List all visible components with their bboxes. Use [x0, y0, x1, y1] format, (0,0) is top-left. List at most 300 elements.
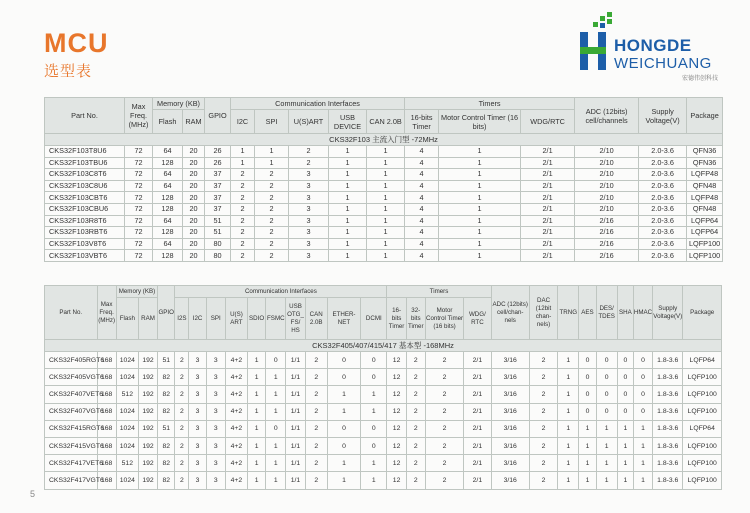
table-cell: 1/1: [286, 352, 305, 369]
part-number-cell: CKS32F415RGT6: [45, 420, 98, 437]
table-cell: 192: [138, 420, 157, 437]
table-cell: 1/1: [286, 437, 305, 454]
table-cell: 80: [205, 238, 231, 250]
table-cell: 20: [183, 250, 205, 262]
table-cell: 3: [289, 250, 329, 262]
table-cell: 2: [425, 472, 463, 489]
header-memory: Memory (KB): [116, 286, 157, 298]
table-cell: 1: [329, 203, 367, 215]
table-cell: 2: [406, 437, 425, 454]
table-cell: 2: [255, 169, 289, 181]
table-cell: 3: [189, 437, 206, 454]
table-cell: LQFP100: [683, 472, 722, 489]
table-cell: 2/1: [521, 180, 575, 192]
table-cell: 3: [189, 352, 206, 369]
table-cell: 12: [387, 455, 406, 472]
header-timers: Timers: [387, 286, 491, 298]
table-cell: 0: [327, 420, 360, 437]
part-number-cell: CKS32F407VET6: [45, 386, 98, 403]
table-cell: 1: [329, 250, 367, 262]
table-cell: 1: [266, 437, 286, 454]
table-cell: 4+2: [225, 403, 247, 420]
table-cell: 192: [138, 369, 157, 386]
table-cell: 37: [205, 192, 231, 204]
company-logo: [578, 10, 728, 82]
table-cell: 3: [206, 420, 225, 437]
table-cell: 1: [367, 146, 405, 158]
table-row: [45, 403, 722, 420]
table-cell: 2: [255, 215, 289, 227]
table-cell: 2/1: [521, 250, 575, 262]
table-cell: 4+2: [225, 386, 247, 403]
table-cell: 1: [439, 203, 521, 215]
table-cell: 20: [183, 169, 205, 181]
table-cell: 1: [579, 472, 596, 489]
table-cell: 2.0-3.6: [639, 238, 687, 250]
table-cell: 2/10: [575, 203, 639, 215]
table-row: [45, 238, 723, 250]
table-cell: 2.0-3.6: [639, 250, 687, 262]
table-cell: 128: [153, 157, 183, 169]
header-wdg-rtc: WDG/ RTC: [464, 298, 491, 340]
table-cell: 82: [158, 437, 175, 454]
table-cell: 128: [153, 250, 183, 262]
table-cell: 1.8-3.6: [653, 369, 683, 386]
header-dcmi: DCMI: [361, 298, 387, 340]
table-cell: 1: [558, 437, 579, 454]
part-number-cell: CKS32F103CBT6: [45, 192, 125, 204]
table-cell: 2: [289, 157, 329, 169]
logo-brand-line1: HONGDE: [614, 36, 692, 55]
table-cell: 2: [305, 386, 327, 403]
part-number-cell: CKS32F103T8U6: [45, 146, 125, 158]
table-cell: 20: [183, 227, 205, 239]
table-row: [45, 146, 723, 158]
table-cell: 2: [406, 472, 425, 489]
header-package: Package: [687, 98, 723, 134]
table-cell: 192: [138, 437, 157, 454]
table-cell: 128: [153, 227, 183, 239]
table-cell: 2: [529, 455, 557, 472]
table-cell: 1024: [116, 352, 138, 369]
table-cell: 1: [329, 192, 367, 204]
part-number-cell: CKS32F103V8T6: [45, 238, 125, 250]
table-cell: 1: [248, 455, 266, 472]
table-cell: 4: [405, 180, 439, 192]
table-cell: 1: [558, 403, 579, 420]
table-cell: 3: [189, 472, 206, 489]
table-cell: 1: [248, 386, 266, 403]
table-cell: 1: [329, 227, 367, 239]
table-row: [45, 169, 723, 181]
table-cell: 64: [153, 180, 183, 192]
header-comm-interfaces: Communication Interfaces: [175, 286, 387, 298]
table-cell: 2/16: [575, 227, 639, 239]
table-cell: 2: [255, 203, 289, 215]
table-cell: 2/16: [575, 250, 639, 262]
header-i2c: I2C: [189, 298, 206, 340]
table-cell: 12: [387, 352, 406, 369]
table-row: [45, 437, 722, 454]
table-cell: 2: [425, 352, 463, 369]
table-cell: 1: [361, 386, 387, 403]
table-cell: 2: [255, 250, 289, 262]
table-cell: 4: [405, 227, 439, 239]
table-cell: 20: [183, 157, 205, 169]
table-cell: 192: [138, 455, 157, 472]
table-cell: 2: [529, 420, 557, 437]
header-des-tdes: DES/ TDES: [596, 286, 617, 340]
table-cell: 72: [125, 203, 153, 215]
header-adc: ADC (12bits) cell/chan- nels: [491, 286, 529, 340]
table-cell: 3: [289, 192, 329, 204]
table-cell: 1: [558, 369, 579, 386]
table-cell: 0: [596, 403, 617, 420]
table-cell: 2: [529, 472, 557, 489]
table-cell: 1: [266, 403, 286, 420]
table-cell: 2: [529, 437, 557, 454]
header-16bit-timer: 16- bits Timer: [387, 298, 406, 340]
part-number-cell: CKS32F103TBU6: [45, 157, 125, 169]
table-cell: 192: [138, 352, 157, 369]
table-cell: 3: [289, 227, 329, 239]
table-cell: 12: [387, 386, 406, 403]
table-cell: 192: [138, 403, 157, 420]
table-cell: 2: [529, 352, 557, 369]
header-gpio: GPIO: [158, 286, 175, 340]
table-cell: 2/16: [575, 238, 639, 250]
table-cell: 2.0-3.6: [639, 227, 687, 239]
table-cell: 1/1: [286, 472, 305, 489]
table-cell: 1: [439, 250, 521, 262]
table-cell: 0: [633, 403, 652, 420]
table-cell: 1: [327, 472, 360, 489]
table-cell: 2.0-3.6: [639, 157, 687, 169]
table-cell: 72: [125, 250, 153, 262]
table-cell: 20: [183, 146, 205, 158]
table-cell: 1: [255, 146, 289, 158]
table-cell: 72: [125, 227, 153, 239]
table-cell: 3: [289, 169, 329, 181]
table-cell: 3: [189, 420, 206, 437]
table-cell: 1: [248, 472, 266, 489]
table-cell: LQFP100: [683, 437, 722, 454]
table-cell: 2.0-3.6: [639, 192, 687, 204]
table-cell: 1: [596, 455, 617, 472]
table-cell: 0: [633, 369, 652, 386]
table-cell: 1: [579, 420, 596, 437]
table-cell: 20: [183, 203, 205, 215]
header-can: CAN 2.0B: [367, 110, 405, 134]
table-cell: 2/10: [575, 169, 639, 181]
table-cell: 1.8-3.6: [653, 352, 683, 369]
table-cell: 1: [361, 403, 387, 420]
header-fsmc: FSMC: [266, 298, 286, 340]
page-subtitle: 选型表: [44, 62, 93, 80]
table-cell: 192: [138, 472, 157, 489]
header-spi: SPI: [206, 298, 225, 340]
table-cell: 2.0-3.6: [639, 203, 687, 215]
table-cell: 20: [183, 238, 205, 250]
table-cell: 2: [406, 455, 425, 472]
table-cell: 1: [633, 455, 652, 472]
part-number-cell: CKS32F103C8U6: [45, 180, 125, 192]
part-number-cell: CKS32F103VBT6: [45, 250, 125, 262]
table-cell: 1: [329, 180, 367, 192]
table-cell: 2: [255, 180, 289, 192]
table-cell: 2.0-3.6: [639, 180, 687, 192]
table-cell: QFN36: [687, 157, 723, 169]
table-cell: 2: [175, 455, 189, 472]
table-cell: 0: [633, 352, 652, 369]
table-cell: 1.8-3.6: [653, 403, 683, 420]
table-cell: 2: [175, 420, 189, 437]
table-cell: 1.8-3.6: [653, 472, 683, 489]
table-cell: 26: [205, 157, 231, 169]
table-cell: 12: [387, 437, 406, 454]
table-cell: 2/1: [464, 420, 491, 437]
table-cell: 2: [305, 369, 327, 386]
table-cell: 3/16: [491, 386, 529, 403]
header-i2c: I2C: [231, 110, 255, 134]
table-cell: 0: [596, 386, 617, 403]
header-i2s: I2S: [175, 298, 189, 340]
table-cell: 0: [327, 437, 360, 454]
table-cell: 2/16: [575, 215, 639, 227]
table-cell: 1024: [116, 437, 138, 454]
table-cell: 1: [579, 437, 596, 454]
table-cell: 0: [361, 352, 387, 369]
header-hmac: HMAC: [633, 286, 652, 340]
table-row: [45, 455, 722, 472]
series-band: CKS32F103 主流入门型 -72MHz: [45, 134, 723, 146]
table-cell: LQFP64: [687, 215, 723, 227]
table-cell: 3/16: [491, 403, 529, 420]
header-ram: RAM: [183, 110, 205, 134]
table-cell: QFN48: [687, 180, 723, 192]
table-cell: 2: [231, 192, 255, 204]
table-cell: 2: [425, 386, 463, 403]
page-title: MCU: [44, 28, 109, 58]
table-cell: 3: [189, 386, 206, 403]
table-cell: 2/1: [464, 369, 491, 386]
header-motor-timer: Motor Control Timer (16 bits): [439, 110, 521, 134]
header-part-no: Part No.: [45, 286, 98, 340]
table-cell: 1: [367, 250, 405, 262]
part-number-cell: CKS32F415VGT6: [45, 437, 98, 454]
table-row: [45, 352, 722, 369]
header-supply: Supply Voltage(V): [639, 98, 687, 134]
table-cell: 12: [387, 472, 406, 489]
header-comm-interfaces: Communication Interfaces: [231, 98, 405, 110]
table-cell: 2: [406, 386, 425, 403]
table-cell: 1.8-3.6: [653, 420, 683, 437]
header-flash: Flash: [116, 298, 138, 340]
table-cell: 1: [439, 169, 521, 181]
table-cell: 82: [158, 386, 175, 403]
table-cell: 3: [289, 215, 329, 227]
part-number-cell: CKS32F405VGT6: [45, 369, 98, 386]
table-cell: 2.0-3.6: [639, 169, 687, 181]
header-supply: Supply Voltage(V): [653, 286, 683, 340]
table-cell: 1: [361, 455, 387, 472]
table-cell: 2: [305, 455, 327, 472]
table-cell: 2.0-3.6: [639, 146, 687, 158]
table-cell: 3: [189, 403, 206, 420]
table-cell: 82: [158, 472, 175, 489]
table-cell: 51: [205, 227, 231, 239]
table-cell: 37: [205, 203, 231, 215]
table-cell: 192: [138, 386, 157, 403]
table-cell: 2/1: [464, 437, 491, 454]
table-cell: 2/1: [521, 192, 575, 204]
table-cell: 51: [158, 352, 175, 369]
table-row: [45, 157, 723, 169]
header-gpio: GPIO: [205, 98, 231, 134]
table-cell: 2/10: [575, 157, 639, 169]
table-cell: 2: [255, 238, 289, 250]
table-cell: LQFP100: [683, 455, 722, 472]
table-cell: 4: [405, 157, 439, 169]
table-cell: 1: [633, 420, 652, 437]
table-cell: 4+2: [225, 455, 247, 472]
table-cell: 72: [125, 157, 153, 169]
table-cell: 128: [153, 203, 183, 215]
header-spi: SPI: [255, 110, 289, 134]
table-cell: 1: [558, 352, 579, 369]
header-usb-otg: USB OTG_ FS/ HS: [286, 298, 305, 340]
table-cell: 3: [206, 472, 225, 489]
table-cell: 2: [289, 146, 329, 158]
table-cell: 51: [205, 215, 231, 227]
header-sha: SHA: [617, 286, 633, 340]
series-band: CKS32F405/407/415/417 基本型 -168MHz: [45, 340, 722, 352]
table-cell: 1: [327, 386, 360, 403]
table-cell: 3: [289, 203, 329, 215]
table-cell: 1: [255, 157, 289, 169]
table-cell: 4: [405, 203, 439, 215]
header-usart: U(S) ART: [225, 298, 247, 340]
table-cell: LQFP100: [683, 403, 722, 420]
table-cell: 3: [206, 369, 225, 386]
table-cell: LQFP64: [683, 420, 722, 437]
table-cell: 26: [205, 146, 231, 158]
table-cell: 2.0-3.6: [639, 215, 687, 227]
table-cell: 2/1: [521, 227, 575, 239]
header-adc: ADC (12bits) cell/channels: [575, 98, 639, 134]
table-cell: 2/1: [521, 203, 575, 215]
table-cell: 2: [425, 437, 463, 454]
table-cell: 1: [367, 157, 405, 169]
table-cell: 1/1: [286, 403, 305, 420]
table-cell: 1: [617, 455, 633, 472]
cks32f103-selection-table: [44, 97, 723, 262]
page-number: 5: [30, 489, 36, 499]
table-cell: 1: [558, 386, 579, 403]
table-cell: LQFP64: [683, 352, 722, 369]
logo-brand-line2: WEICHUANG: [614, 55, 712, 72]
header-ram: RAM: [138, 298, 157, 340]
table-cell: 2: [255, 227, 289, 239]
table-cell: LQFP48: [687, 169, 723, 181]
table-cell: 3: [189, 369, 206, 386]
table-cell: 3/16: [491, 455, 529, 472]
table-cell: 2/1: [464, 472, 491, 489]
table-cell: 2/10: [575, 146, 639, 158]
table-cell: 72: [125, 215, 153, 227]
table-cell: 2/1: [521, 157, 575, 169]
header-timers: Timers: [405, 98, 575, 110]
part-number-cell: CKS32F103C8T6: [45, 169, 125, 181]
table-cell: 1: [266, 386, 286, 403]
table-cell: 72: [125, 169, 153, 181]
header-trng: TRNG: [558, 286, 579, 340]
table-cell: 51: [158, 420, 175, 437]
table-cell: 1: [439, 146, 521, 158]
header-flash: Flash: [153, 110, 183, 134]
table-cell: 1: [329, 169, 367, 181]
table-cell: 2: [406, 420, 425, 437]
table-cell: 4: [405, 146, 439, 158]
table-cell: 1: [439, 238, 521, 250]
table-cell: 1: [367, 238, 405, 250]
table-cell: 2: [305, 420, 327, 437]
table-cell: 2/1: [521, 169, 575, 181]
table-cell: 2: [406, 352, 425, 369]
table-cell: 0: [579, 403, 596, 420]
table-row: [45, 180, 723, 192]
table-cell: 4+2: [225, 352, 247, 369]
table-cell: 1: [367, 227, 405, 239]
table-cell: 0: [266, 352, 286, 369]
table-cell: 3: [189, 455, 206, 472]
table-cell: 64: [153, 238, 183, 250]
table-cell: 0: [617, 369, 633, 386]
table-cell: 1024: [116, 403, 138, 420]
table-cell: 82: [158, 369, 175, 386]
table-row: [45, 192, 723, 204]
table-cell: 2: [175, 403, 189, 420]
table-cell: 2/1: [464, 403, 491, 420]
table-cell: 1: [633, 472, 652, 489]
table-cell: 1: [231, 157, 255, 169]
table-cell: LQFP100: [683, 369, 722, 386]
table-cell: 2: [175, 437, 189, 454]
table-cell: 3: [289, 180, 329, 192]
table-cell: 2: [175, 472, 189, 489]
table-cell: 168: [97, 403, 116, 420]
table-cell: 82: [158, 403, 175, 420]
table-cell: 1: [596, 420, 617, 437]
table-cell: 2: [231, 238, 255, 250]
table-cell: 1/1: [286, 369, 305, 386]
table-cell: 3/16: [491, 369, 529, 386]
table-cell: 2: [529, 369, 557, 386]
header-part-no: Part No.: [45, 98, 125, 134]
table-cell: 1.8-3.6: [653, 386, 683, 403]
table-cell: 168: [97, 455, 116, 472]
table-cell: 0: [266, 420, 286, 437]
table-cell: 64: [153, 169, 183, 181]
table-cell: 2: [425, 403, 463, 420]
table-cell: 2: [231, 215, 255, 227]
table-cell: 1: [327, 455, 360, 472]
table-cell: 1: [248, 369, 266, 386]
table-cell: 2/10: [575, 192, 639, 204]
table-cell: 1: [231, 146, 255, 158]
table-cell: 1: [266, 472, 286, 489]
table-cell: 1: [266, 369, 286, 386]
